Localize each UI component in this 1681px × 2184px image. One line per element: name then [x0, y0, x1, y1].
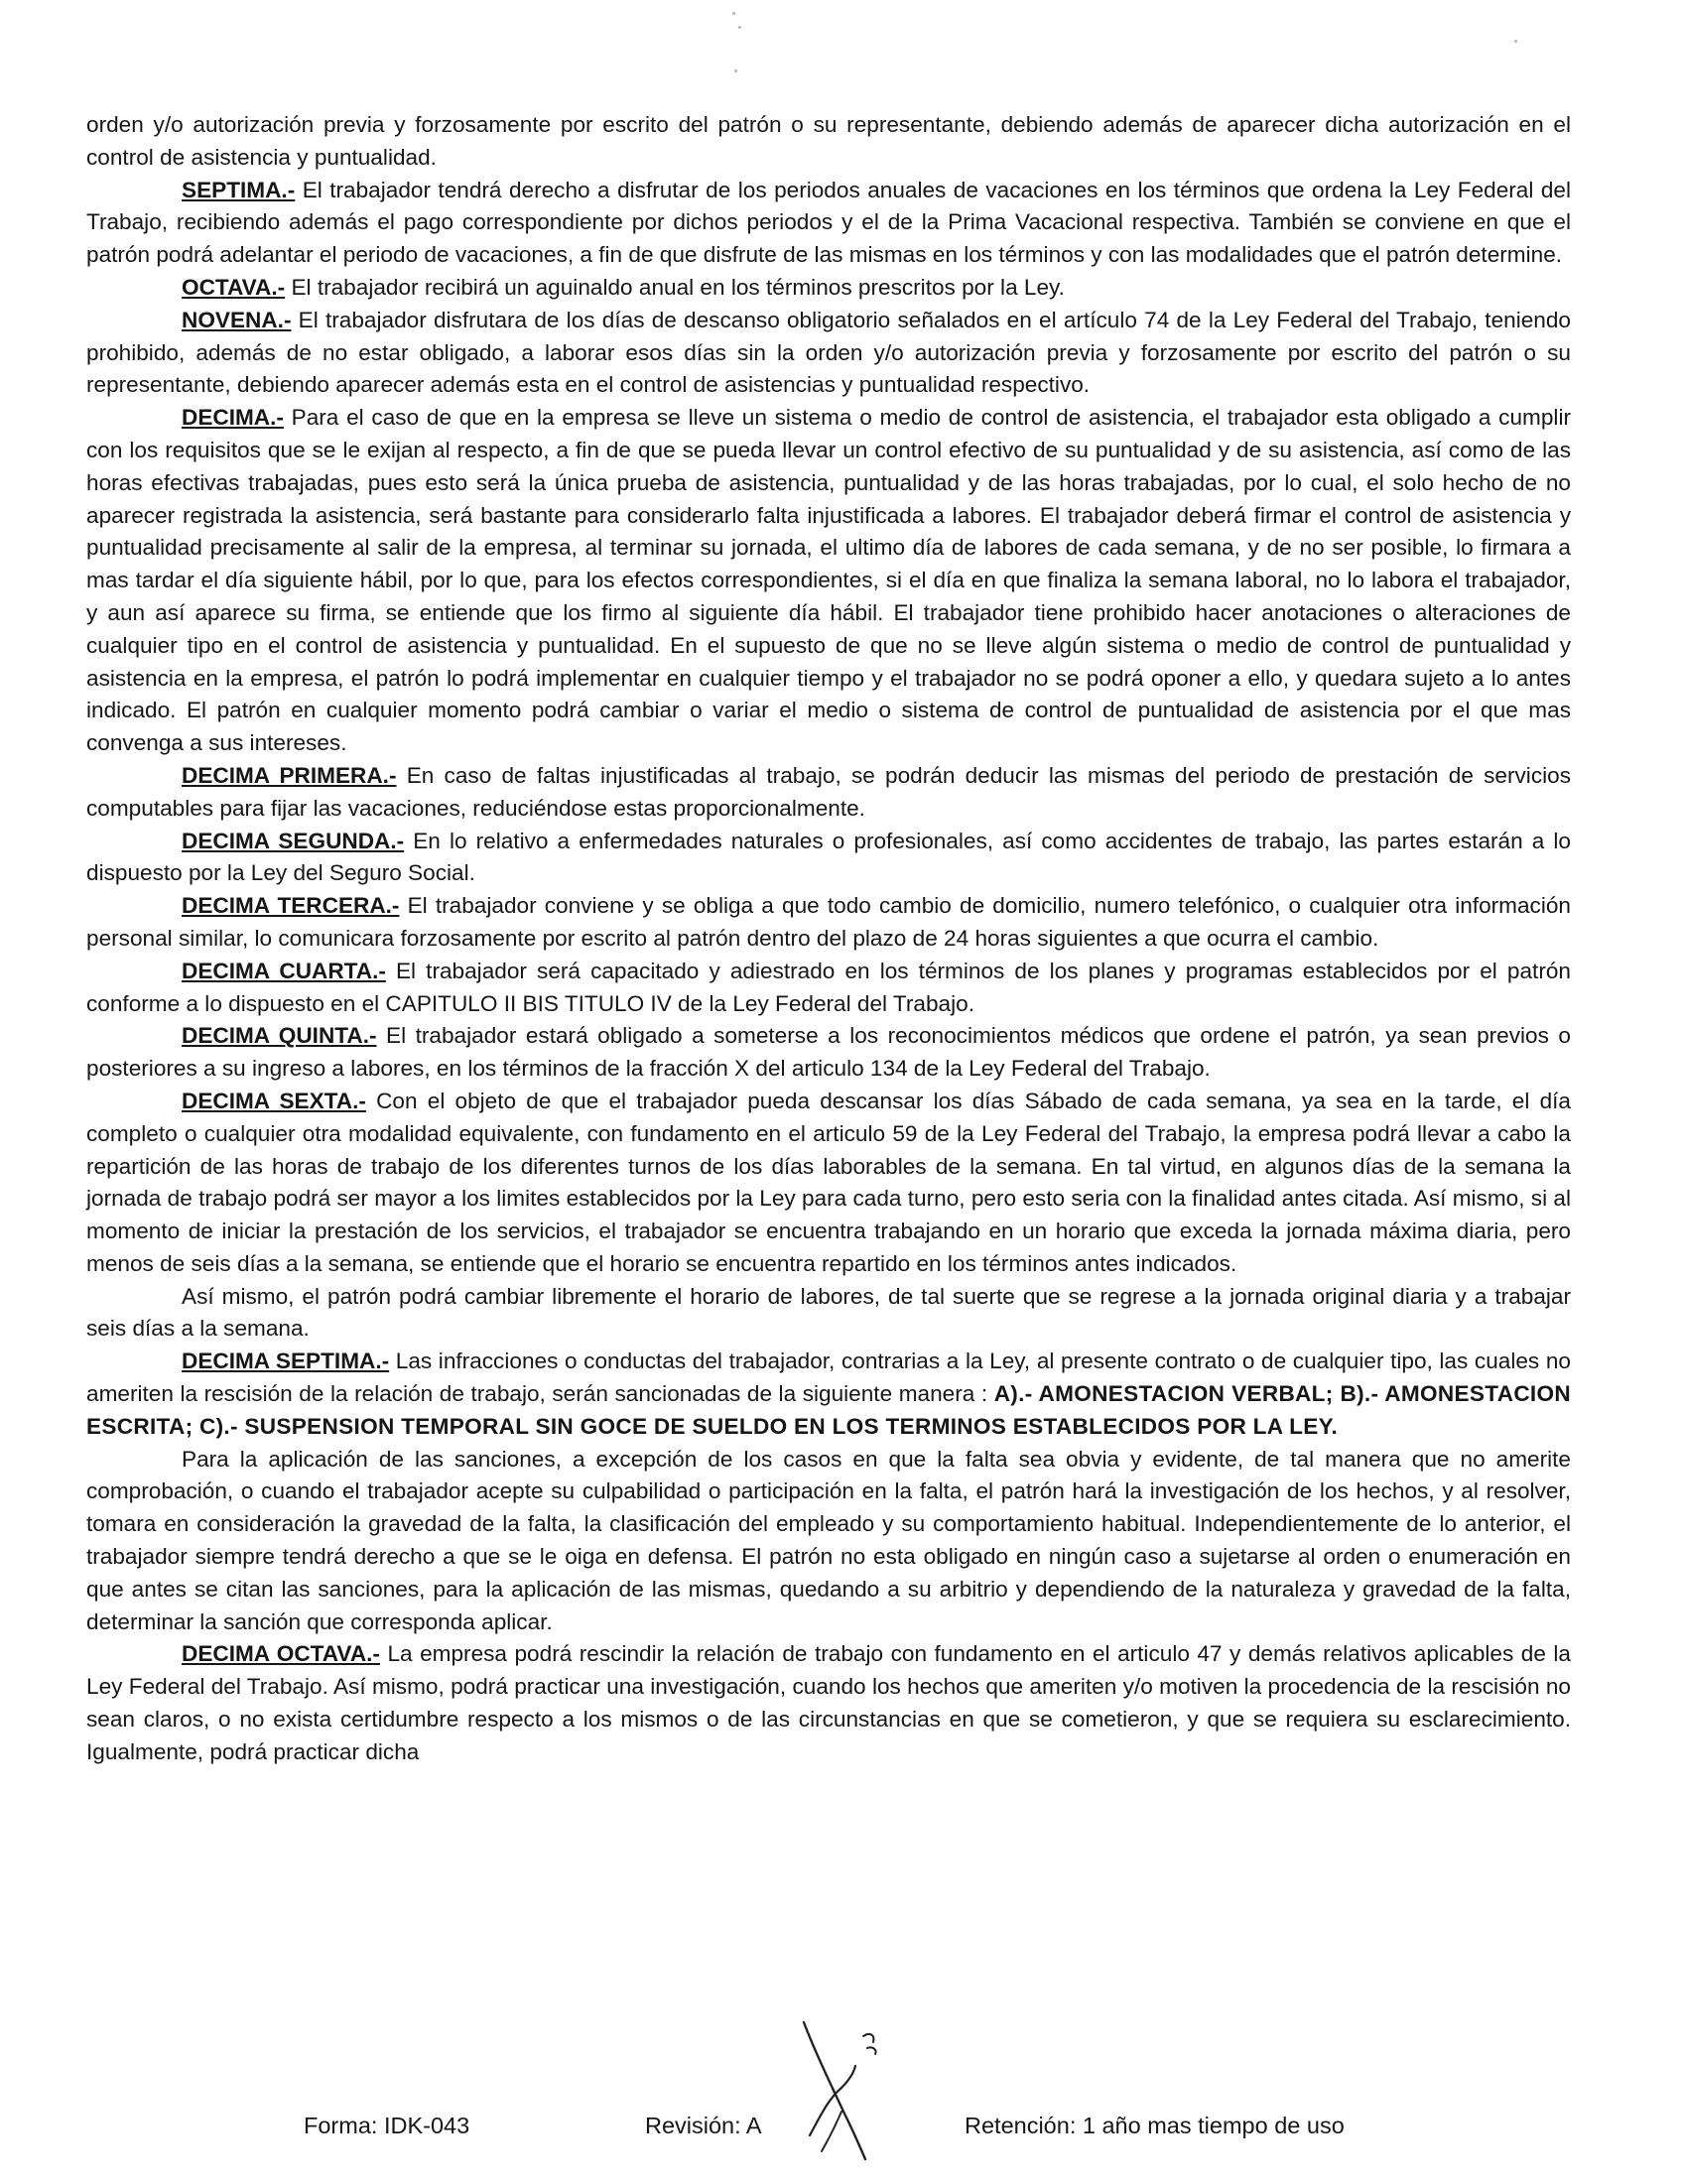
- clause-label: OCTAVA.-: [182, 274, 286, 300]
- clause-label: DECIMA PRIMERA.-: [182, 762, 397, 788]
- clause-text: Con el objeto de que el trabajador pueda descansar los días Sábado de cada semana, ya sea en la tarde, el día completo o cualquier otra modalidad equivalente, con fundamento en el articulo 59 de la Ley Federal del Trabajo, la empresa podrá llevar a cabo la repartición de las horas de trabajo de los diferentes turnos de los días laborables de la semana. En tal virtud, en algunos días de la semana la jornada de trabajo podrá ser mayor a los limites establecidos por la Ley para cada turno, pero esto seria con la finalidad antes citada. Así mismo, si al momento de iniciar la prestación de los servicios, el trabajador se encuentra trabajando en un horario que exceda la jornada máxima diaria, pero menos de seis días a la semana, se entiende que el horario se encuentra repartido en los términos antes indicados.: [86, 1088, 1571, 1276]
- revision: Revisión: A: [645, 2113, 762, 2138]
- clause-paragraph: [86, 760, 1571, 826]
- clause-text: orden y/o autorización previa y forzosamente por escrito del patrón o su representante, debiendo además de aparecer dicha autorización en el control de asistencia y puntualidad.: [86, 112, 1571, 170]
- clause-text: El trabajador disfrutara de los días de descanso obligatorio señalados en el artículo 74 de la Ley Federal del Trabajo, teniendo prohibido, además de no estar obligado, a laborar esos días sin la orden y/o autorización previa y forzosamente por escrito del patrón o su representante, debiendo aparecer además esta en el control de asistencias y puntualidad respectivo.: [86, 307, 1571, 398]
- scan-speck: [738, 26, 741, 29]
- clause-label: DECIMA QUINTA.-: [182, 1023, 377, 1049]
- clause-paragraph: [86, 272, 1571, 305]
- clause-paragraph: [86, 1444, 1571, 1639]
- contract-body: [86, 109, 1571, 1769]
- clause-text: El trabajador conviene y se obliga a que todo cambio de domicilio, numero telefónico, o cualquier otra información personal similar, lo comunicara forzosamente por escrito al patrón dentro del plazo de 24 horas siguientes a que ocurra el cambio.: [86, 893, 1571, 951]
- sanctions-list: A).- AMONESTACION VERBAL; B).- AMONESTACION ESCRITA; C).- SUSPENSION TEMPORAL SIN GOCE DE SUELDO EN LOS TERMINOS ESTABLECIDOS POR LA LEY.: [86, 1381, 1571, 1439]
- clause-text: En caso de faltas injustificadas al trabajo, se podrán deducir las mismas del periodo de prestación de servicios computables para fijar las vacaciones, reduciéndose estas proporcionalmente.: [86, 762, 1571, 821]
- clause-text: Para el caso de que en la empresa se lleve un sistema o medio de control de asistencia, el trabajador esta obligado a cumplir con los requisitos que se le exijan al respecto, a fin de que se pueda llevar un control efectivo de su puntualidad y de su asistencia, así como de las horas efectivas trabajadas, pues esto será la única prueba de asistencia, puntualidad y de las horas trabajadas, por lo cual, el solo hecho de no aparecer registrada la asistencia, será bastante para considerarlo falta injustificada a labores. El trabajador deberá firmar el control de asistencia y puntualidad precisamente al salir de la empresa, al terminar su jornada, el ultimo día de labores de cada semana, y de no ser posible, lo firmara a mas tardar el día siguiente hábil, por lo que, para los efectos correspondientes, si el día en que finaliza la semana laboral, no lo labora el trabajador, y aun así aparece su firma, se entiende que los firmo al siguiente día hábil. El trabajador tiene prohibido hacer anotaciones o alteraciones de cualquier tipo en el control de asistencia y puntualidad. En el supuesto de que no se lleve algún sistema o medio de control de puntualidad y asistencia en la empresa, el patrón lo podrá implementar en cualquier tiempo y el trabajador no se podrá oponer a ello, y quedara sujeto a lo antes indicado. El patrón en cualquier momento podrá cambiar o variar el medio o sistema de control de puntualidad de asistencia por el que mas convenga a sus intereses.: [86, 405, 1571, 756]
- clause-paragraph: [86, 1638, 1571, 1768]
- document-footer: [0, 2106, 1681, 2145]
- clause-label: NOVENA.-: [182, 307, 292, 332]
- scan-speck: [734, 69, 737, 72]
- scan-speck: [732, 12, 735, 15]
- clause-label: DECIMA SEGUNDA.-: [182, 828, 405, 853]
- form-code: Forma: IDK-043: [304, 2113, 470, 2138]
- clause-label: DECIMA OCTAVA.-: [182, 1641, 380, 1667]
- clause-paragraph: [86, 1020, 1571, 1086]
- clause-text: Así mismo, el patrón podrá cambiar libremente el horario de labores, de tal suerte que se regrese a la jornada original diaria y a trabajar seis días a la semana.: [86, 1283, 1571, 1342]
- clause-text: El trabajador estará obligado a someterse a los reconocimientos médicos que ordene el patrón, ya sean previos o posteriores a su ingreso a labores, en los términos de la fracción X del articulo 134 de la Ley Federal del Trabajo.: [86, 1023, 1571, 1082]
- clause-label: DECIMA.-: [182, 405, 284, 431]
- clause-paragraph: [86, 402, 1571, 760]
- clause-label: DECIMA CUARTA.-: [182, 958, 386, 983]
- clause-text: Para la aplicación de las sanciones, a excepción de los casos en que la falta sea obvia y evidente, de tal manera que no amerite comprobación, o cuando el trabajador acepte su culpabilidad o participación en la falta, el patrón hará la investigación de los hechos, y al resolver, tomara en consideración la gravedad de la falta, la clasificación del empleado y su comportamiento habitual. Independientemente de lo anterior, el trabajador siempre tendrá derecho a que se le oiga en defensa. El patrón no esta obligado en ningún caso a sujetarse al orden o enumeración en que antes se citan las sanciones, para la aplicación de las mismas, quedando a su arbitrio y dependiendo de la naturaleza y gravedad de la falta, determinar la sanción que corresponda aplicar.: [86, 1446, 1571, 1634]
- clause-paragraph: [86, 1281, 1571, 1347]
- scan-speck: [1514, 40, 1517, 43]
- clause-text: La empresa podrá rescindir la relación de trabajo con fundamento en el articulo 47 y demás relativos aplicables de la Ley Federal del Trabajo. Así mismo, podrá practicar una investigación, cuando los hechos que ameriten y/o motiven la procedencia de la rescisión no sean claros, o no exista certidumbre respecto a los mismos o de las circunstancias en que se cometieron, y que se requiera su esclarecimiento. Igualmente, podrá practicar dicha: [86, 1641, 1571, 1764]
- clause-paragraph: [86, 1086, 1571, 1281]
- clause-paragraph: [86, 109, 1571, 175]
- retention: Retención: 1 año mas tiempo de uso: [965, 2113, 1345, 2138]
- clause-paragraph: [86, 826, 1571, 891]
- clause-label: DECIMA TERCERA.-: [182, 893, 400, 919]
- clause-text: Las infracciones o conductas del trabajador, contrarias a la Ley, al presente contrato o de cualquier tipo, las cuales no ameriten la rescisión de la relación de trabajo, serán sancionadas de la siguiente manera :: [86, 1349, 1571, 1407]
- clause-text: En lo relativo a enfermedades naturales o profesionales, así como accidentes de trabajo, las partes estarán a lo dispuesto por la Ley del Seguro Social.: [86, 828, 1571, 886]
- clause-label: DECIMA SEXTA.-: [182, 1088, 366, 1113]
- clause-label: DECIMA SEPTIMA.-: [182, 1349, 390, 1374]
- clause-text: El trabajador será capacitado y adiestrado en los términos de los planes y programas establecidos por el patrón conforme a lo dispuesto en el CAPITULO II BIS TITULO IV de la Ley Federal del Trabajo.: [86, 958, 1571, 1016]
- clause-paragraph: [86, 1346, 1571, 1443]
- clause-paragraph: [86, 305, 1571, 402]
- clause-paragraph: [86, 956, 1571, 1021]
- clause-paragraph: [86, 175, 1571, 272]
- clause-text: El trabajador tendrá derecho a disfrutar de los periodos anuales de vacaciones en los términos que ordena la Ley Federal del Trabajo, recibiendo además el pago correspondiente por dichos periodos y el de la Prima Vacacional respectiva. También se conviene en que el patrón podrá adelantar el periodo de vacaciones, a fin de que disfrute de las mismas en los términos y con las modalidades que el patrón determine.: [86, 177, 1571, 268]
- clause-paragraph: [86, 890, 1571, 956]
- clause-text: El trabajador recibirá un aguinaldo anual en los términos prescritos por la Ley.: [285, 274, 1065, 300]
- clause-label: SEPTIMA.-: [182, 177, 296, 202]
